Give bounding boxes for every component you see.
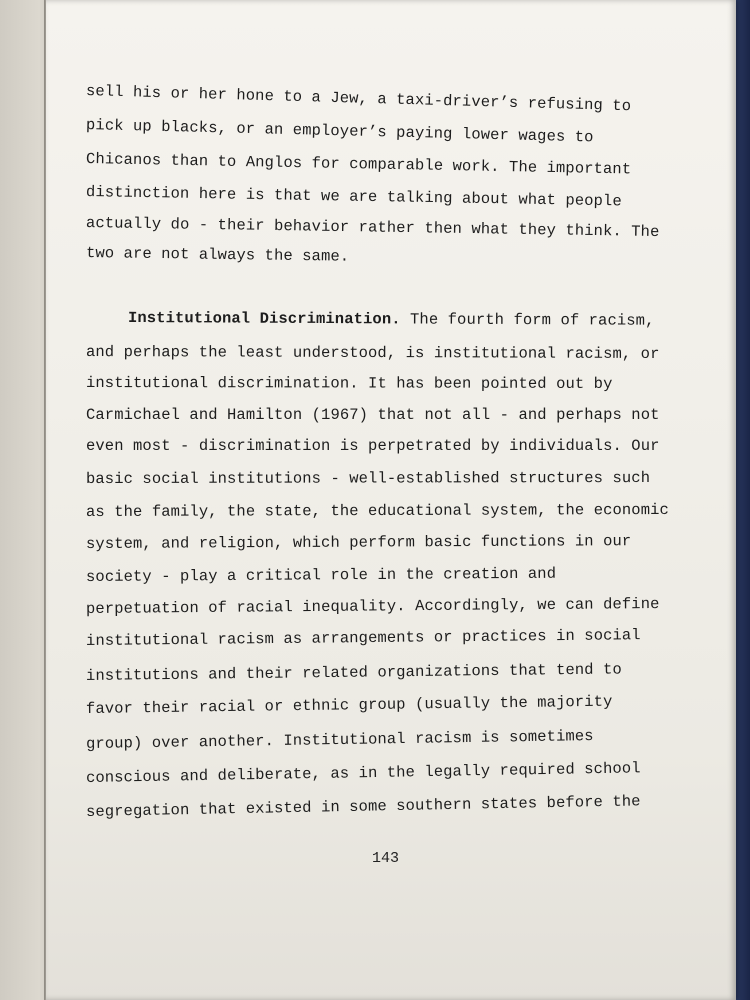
- text-line: as the family, the state, the educational system, the economic: [85, 500, 669, 521]
- text-line: segregation that existed in some southern states before the: [85, 792, 641, 821]
- text-span: The fourth form of racism,: [400, 310, 655, 330]
- text-line: society - play a critical role in the creation and: [85, 564, 557, 586]
- text-line: even most - discrimination is perpetrated by individuals. Our: [86, 437, 660, 455]
- text-line: two are not always the same.: [85, 244, 350, 266]
- text-line: institutions and their related organizations that tend to: [85, 660, 622, 685]
- page-number: 143: [372, 850, 400, 867]
- text-line: Chicanos than to Anglos for comparable work. The important: [85, 150, 632, 179]
- text-line: favor their racial or ethnic group (usually the majority: [85, 692, 613, 718]
- text-line: conscious and deliberate, as in the legally required school: [85, 759, 641, 787]
- text-line: and perhaps the least understood, is institutional racism, or: [85, 343, 660, 364]
- text-line: perpetuation of racial inequality. Accordingly, we can define: [85, 594, 660, 618]
- text-line: [128, 309, 655, 330]
- text-line: system, and religion, which perform basic functions in our: [85, 532, 632, 553]
- text-line: basic social institutions - well-established structures such: [85, 469, 651, 488]
- text-line: institutional discrimination. It has been pointed out by: [85, 374, 613, 393]
- text-line: actually do - their behavior rather then what they think. The: [85, 214, 660, 242]
- text-line: Carmichael and Hamilton (1967) that not all - and perhaps not: [86, 406, 660, 424]
- text-line: institutional racism as arrangements or practices in social: [85, 626, 641, 650]
- text-line: sell his or her hone to a Jew, a taxi-driver’s refusing to: [85, 82, 632, 116]
- section-heading: Institutional Discrimination.: [127, 309, 401, 329]
- text-line: group) over another. Institutional racism is sometimes: [85, 727, 594, 753]
- background-right-surface: [734, 0, 750, 1000]
- text-line: distinction here is that we are talking about what people: [85, 183, 622, 211]
- text-line: pick up blacks, or an employer’s paying lower wages to: [85, 116, 594, 147]
